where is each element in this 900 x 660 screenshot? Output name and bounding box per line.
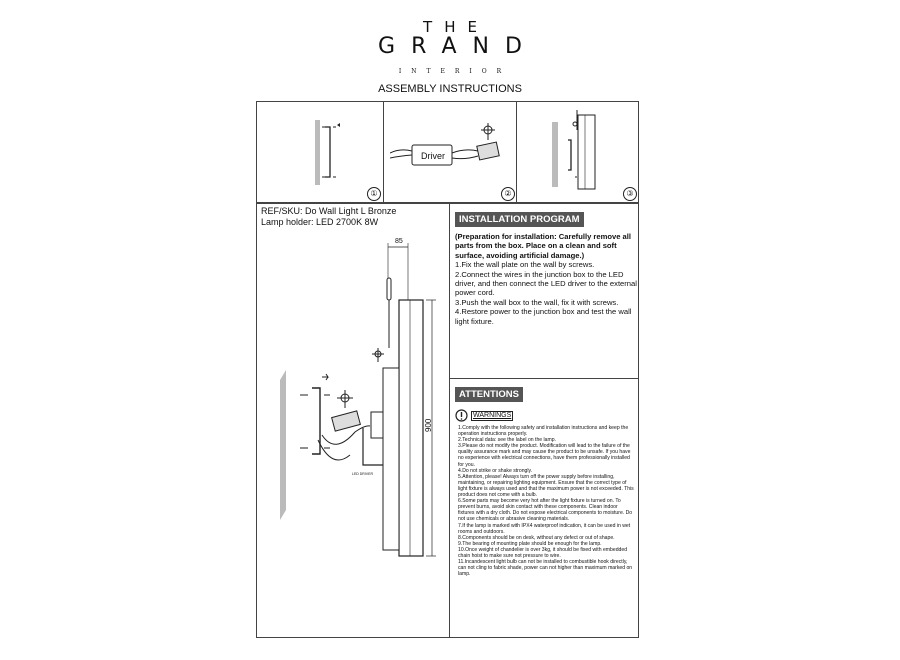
wall-plate xyxy=(312,388,320,454)
brand-grand: GRAND xyxy=(378,34,538,59)
installation-step: 2.Connect the wires in the junction box to the LED driver, and then connect the LED driver to the external power cord. xyxy=(455,269,637,298)
divider xyxy=(256,637,639,638)
warning-item: 2.Technical data: see the label on the lamp. xyxy=(458,437,556,444)
screwdriver-icon xyxy=(387,278,391,300)
brand-interior: INTERIOR xyxy=(398,68,512,75)
installation-heading: INSTALLATION PROGRAM xyxy=(455,212,584,227)
warning-item: 10.Once weight of chandelier is over 3kg, it should be fixed with embedded chain hoist to make sure not pressure to wire. xyxy=(458,546,628,559)
wall-section xyxy=(552,122,558,187)
divider xyxy=(449,203,450,638)
step2-illustration xyxy=(390,118,510,178)
divider xyxy=(256,203,257,638)
technical-drawing xyxy=(270,240,448,600)
junction-box xyxy=(477,142,499,160)
installation-text xyxy=(455,232,637,326)
step-number-1: ① xyxy=(367,187,381,201)
divider xyxy=(383,101,384,203)
wall-section xyxy=(280,370,286,520)
driver-label: Driver xyxy=(421,151,445,161)
led-driver-label: LED DRIVER xyxy=(352,472,374,476)
brand-the: THE xyxy=(423,18,489,36)
divider xyxy=(449,378,639,379)
wall-plate xyxy=(325,127,330,177)
product-lamp-holder: Lamp holder: LED 2700K 8W xyxy=(261,216,379,227)
installation-step: 1.Fix the wall plate on the wall by screws. xyxy=(455,260,595,270)
installation-step: 3.Push the wall box to the wall, fix it with screws. xyxy=(455,297,619,307)
lamp-body xyxy=(578,115,595,189)
product-ref: REF/SKU: Do Wall Light L Bronze xyxy=(261,206,397,216)
installation-preparation: (Preparation for installation: Carefully remove all parts from the box. Place on a clean and soft surface, avoiding artificial damage.) xyxy=(455,232,631,260)
warning-item: 8.Components should be on desk, without any defect or out of shape. xyxy=(458,534,615,541)
divider xyxy=(638,203,639,638)
step-number-2: ② xyxy=(501,187,515,201)
step3-illustration xyxy=(540,110,610,192)
wall-section xyxy=(315,120,320,185)
warnings-list xyxy=(458,425,634,577)
lamp-body xyxy=(399,300,423,556)
dimension-width: 85 xyxy=(395,238,403,245)
warning-item: 9.The bearing of mounting plate should be enough for the lamp. xyxy=(458,540,602,547)
warning-item: 3.Please do not modify the product. Modification will lead to the failure of the quality assurance mark and may cause the product to be unsafe. If you have no experience with electrical connections, have them professionally installed for you. xyxy=(458,443,631,468)
divider xyxy=(516,101,517,203)
step1-illustration xyxy=(300,115,360,190)
warning-item: 4.Do not strike or shake strongly. xyxy=(458,467,533,474)
dimension-height: 900 xyxy=(424,418,433,432)
warning-item: 11.Incandescent light bulb can not be installed to combustible hook directly, can not cling to fabric shade, power can not higher than maximum marked on lamp. xyxy=(458,559,633,578)
installation-step: 4.Restore power to the junction box and test the wall light fixture. xyxy=(455,307,632,326)
divider xyxy=(256,203,639,204)
warning-item: 6.Some parts may become very hot after the light fixture is turned on. To prevent burns, avoid skin contact with these components. Clean indoor fixtures with a dry cloth. Do not expose electrical components to moisture. Do not use chemicals or abrasive cleaning materials. xyxy=(458,498,633,523)
document-title: ASSEMBLY INSTRUCTIONS xyxy=(378,83,522,95)
warning-item: 1.Comply with the following safety and installation instructions and keep the operation instructions properly. xyxy=(458,425,629,438)
junction-box xyxy=(332,411,361,431)
attentions-heading: ATTENTIONS xyxy=(455,387,523,402)
warning-item: 5.Attention, please! Always turn off the power supply before installing, maintaining, or repairing lighting equipment. Ensure that the correct type of light fixture is always used and that the maximum power is not exceeded. This product does not come with a bulb. xyxy=(458,473,634,499)
warning-item: 7.If the lamp is marked with IPX4 waterproof indication, it can be used in wet rooms and outdoors. xyxy=(458,522,631,535)
step-number-3: ③ xyxy=(623,187,637,201)
screw-icon xyxy=(573,122,577,126)
product-info xyxy=(261,206,396,227)
warning-icon xyxy=(455,409,468,422)
warnings-label: WARNINGS xyxy=(473,412,512,419)
